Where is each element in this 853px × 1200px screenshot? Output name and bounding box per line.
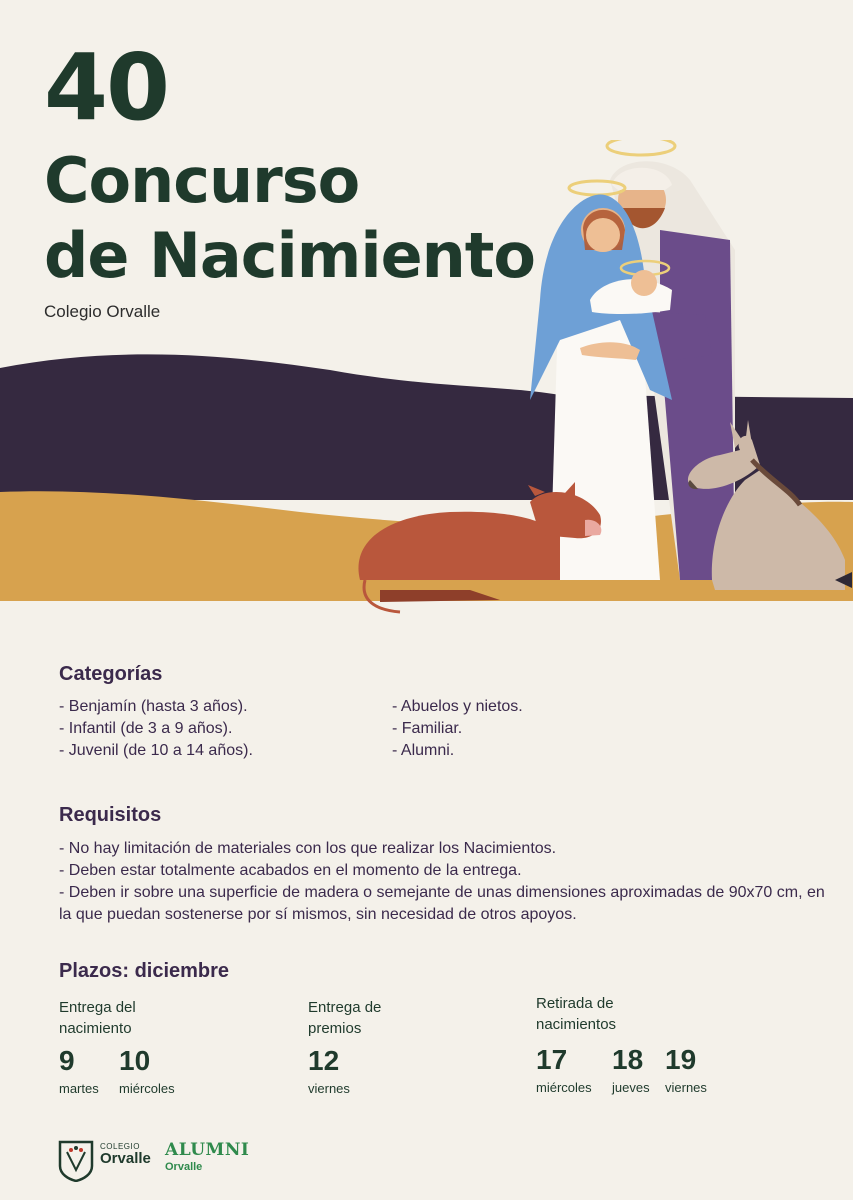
day-12 xyxy=(308,1047,350,1096)
entrega-label-line1: Entrega del xyxy=(59,999,136,1016)
day-number: 19 xyxy=(665,1044,697,1075)
orvalle-shield-logo xyxy=(58,1140,94,1182)
entrega-label xyxy=(59,997,136,1039)
title-line-2: de Nacimiento xyxy=(44,219,536,292)
list-item: - Juvenil (de 10 a 14 años). xyxy=(59,742,253,759)
day-name: viernes xyxy=(308,1081,350,1096)
day-number: 9 xyxy=(59,1045,75,1076)
entrega-label-line2: nacimiento xyxy=(59,1020,132,1037)
day-17 xyxy=(536,1046,592,1095)
list-item: - Benjamín (hasta 3 años). xyxy=(59,698,248,715)
title-line-1: Concurso xyxy=(44,144,360,217)
day-18 xyxy=(612,1046,650,1095)
day-name: martes xyxy=(59,1081,99,1096)
retirada-label-line2: nacimientos xyxy=(536,1016,617,1033)
day-name: miércoles xyxy=(119,1081,175,1096)
day-number: 17 xyxy=(536,1044,568,1075)
categorias-heading: Categorías xyxy=(59,663,163,685)
list-item: - Abuelos y nietos. xyxy=(392,698,523,715)
day-number: 12 xyxy=(308,1045,340,1076)
list-item: - Deben ir sobre una superficie de madera o semejante de unas dimensiones aproximadas de 90x70 cm, en la que puedan sostenerse por sí mismos, sin necesidad de otros apoyos. xyxy=(59,884,825,923)
school-logo-small-text: COLEGIO xyxy=(100,1142,140,1151)
list-item: - Infantil (de 3 a 9 años). xyxy=(59,720,233,737)
list-item: - Alumni. xyxy=(392,742,455,759)
nativity-illustration xyxy=(0,140,853,620)
requisitos-list xyxy=(59,838,829,926)
edition-number: 40 xyxy=(44,34,169,141)
alumni-logo-text: ALUMNI xyxy=(165,1140,250,1160)
categorias-left-list xyxy=(59,696,253,762)
list-item: - Familiar. xyxy=(392,720,463,737)
day-19 xyxy=(665,1046,707,1095)
list-item: - No hay limitación de materiales con los que realizar los Nacimientos. xyxy=(59,840,557,857)
day-9 xyxy=(59,1047,99,1096)
day-name: miércoles xyxy=(536,1080,592,1095)
categorias-right-list xyxy=(392,696,523,762)
school-logo-text: Orvalle xyxy=(100,1150,151,1167)
alumni-logo-subtext: Orvalle xyxy=(165,1161,203,1173)
premios-label-line1: Entrega de xyxy=(308,999,382,1016)
day-10 xyxy=(119,1047,175,1096)
retirada-label-line1: Retirada de xyxy=(536,995,614,1012)
retirada-label xyxy=(536,993,616,1035)
day-number: 18 xyxy=(612,1044,644,1075)
day-number: 10 xyxy=(119,1045,151,1076)
plazos-heading: Plazos: diciembre xyxy=(59,960,230,982)
day-name: viernes xyxy=(665,1080,707,1095)
subtitle: Colegio Orvalle xyxy=(44,302,161,321)
premios-label xyxy=(308,997,381,1039)
day-name: jueves xyxy=(612,1080,650,1095)
premios-label-line2: premios xyxy=(308,1020,362,1037)
requisitos-heading: Requisitos xyxy=(59,804,162,826)
list-item: - Deben estar totalmente acabados en el momento de la entrega. xyxy=(59,862,522,879)
